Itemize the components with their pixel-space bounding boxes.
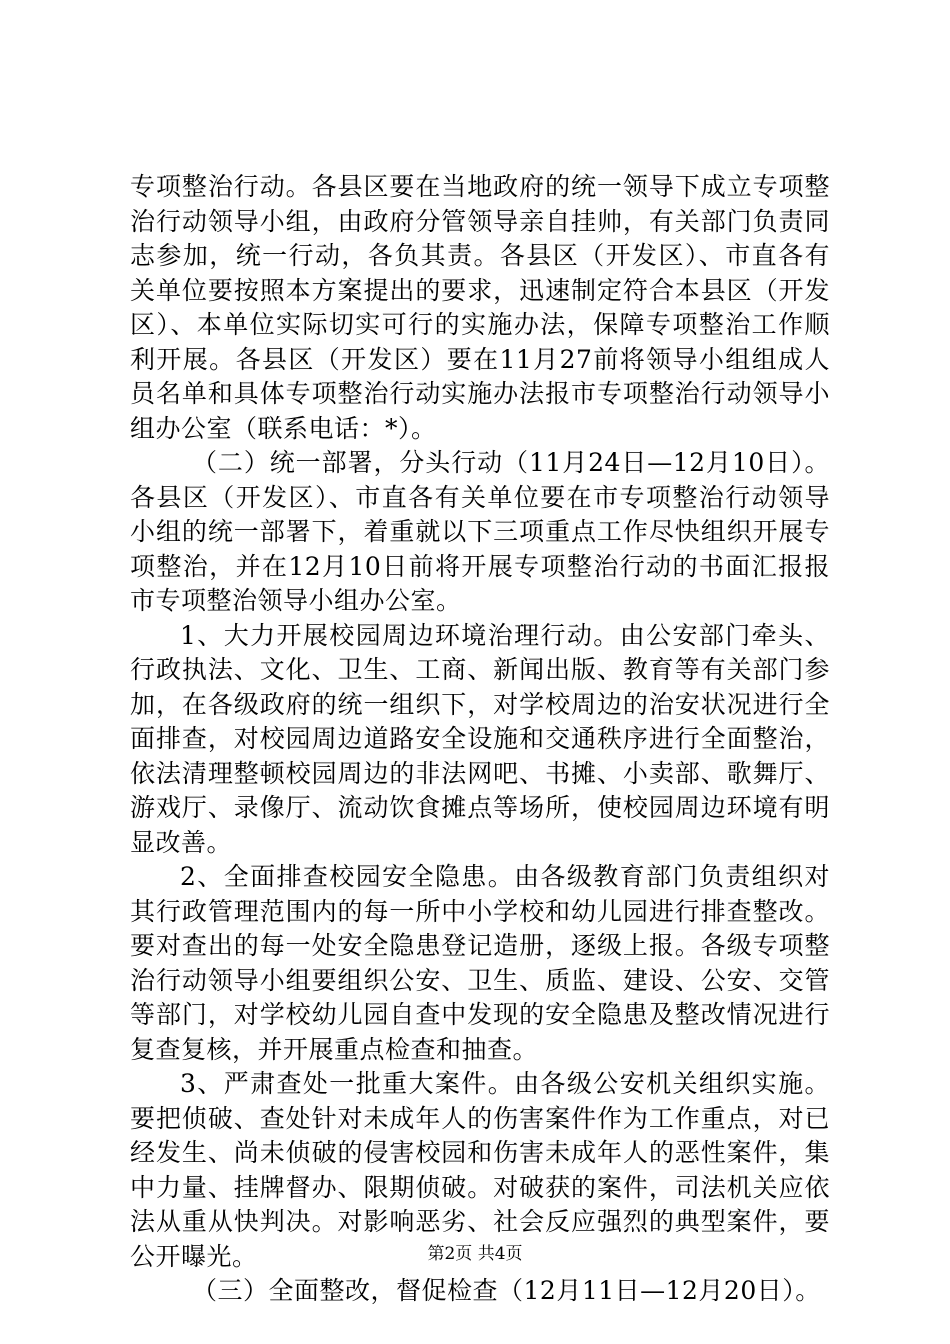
page-footer	[0, 1243, 950, 1265]
paragraph-item-one: 1、大力开展校园周边环境治理行动。由公安部门牵头、行政执法、文化、卫生、工商、新闻出版、教育等有关部门参加，在各级政府的统一组织下，对学校周边的治安状况进行全面排查，对校园周边道路安全设施和交通秩序进行全面整治，依法清理整顿校园周边的非法网吧、书摊、小卖部、歌舞厅、游戏厅、录像厅、流动饮食摊点等场所，使校园周边环境有明显改善。	[130, 620, 830, 857]
paragraph-section-three: （三）全面整改，督促检查（12月11日—12月20日）。	[192, 1276, 821, 1305]
page-number: 第2页 共4页	[427, 1244, 523, 1264]
paragraph-continuation: 专项整治行动。各县区要在当地政府的统一领导下成立专项整治行动领导小组，由政府分管领导亲自挂帅，有关部门负责同志参加，统一行动，各负其责。各县区（开发区）、市直各有关单位要按照本方案提出的要求，迅速制定符合本县区（开发区）、本单位实际切实可行的实施办法，保障专项整治工作顺利开展。各县区（开发区）要在11月27前将领导小组组成人员名单和具体专项整治行动实施办法报市专项整治行动领导小组办公室（联系电话：*）。	[130, 172, 830, 443]
paragraph-item-two: 2、全面排查校园安全隐患。由各级教育部门负责组织对其行政管理范围内的每一所中小学校和幼儿园进行排查整改。要对查出的每一处安全隐患登记造册，逐级上报。各级专项整治行动领导小组要组织公安、卫生、质监、建设、公安、交管等部门，对学校幼儿园自查中发现的安全隐患及整改情况进行复查复核，并开展重点检查和抽查。	[130, 862, 830, 1064]
paragraph-section-two: （二）统一部署，分头行动（11月24日—12月10日）。各县区（开发区）、市直各有关单位要在市专项整治行动领导小组的统一部署下，着重就以下三项重点工作尽快组织开展专项整治，并在12月10日前将开展专项整治行动的书面汇报报市专项整治领导小组办公室。	[130, 448, 830, 615]
document-body	[130, 170, 830, 1309]
paragraph-item-three: 3、严肃查处一批重大案件。由各级公安机关组织实施。要把侦破、查处针对未成年人的伤害案件作为工作重点，对已经发生、尚未侦破的侵害校园和伤害未成年人的恶性案件，集中力量、挂牌督办、限期侦破。对破获的案件，司法机关应依法从重从快判决。对影响恶劣、社会反应强烈的典型案件，要公开曝光。	[130, 1069, 830, 1271]
